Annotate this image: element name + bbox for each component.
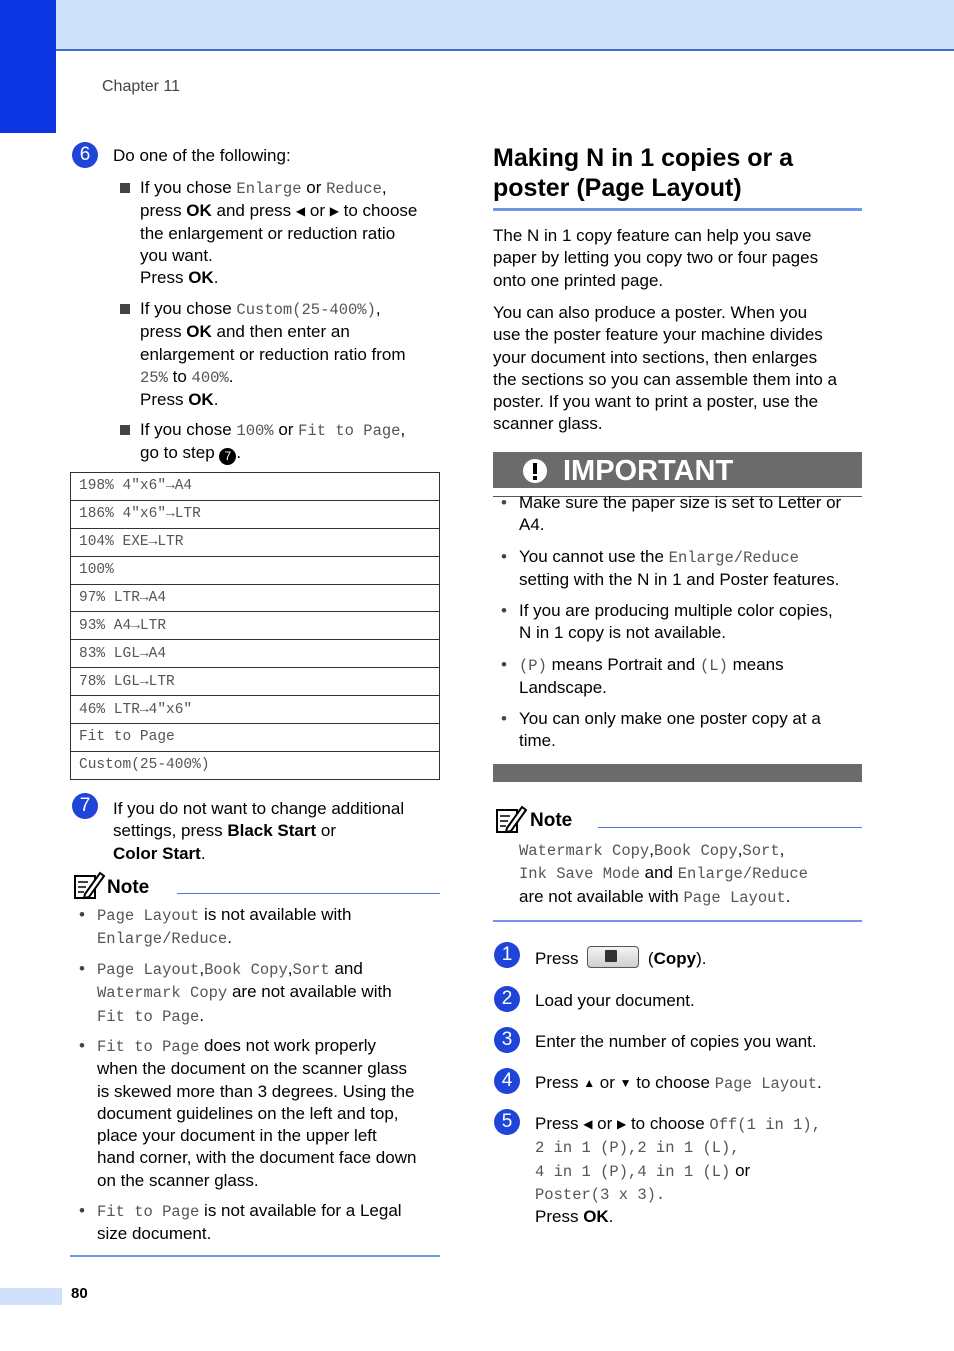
note-title-left: Note xyxy=(107,877,150,898)
section-heading: Making N in 1 copies or a poster (Page Layout) xyxy=(493,144,794,202)
step6-bullet-1: If you chose Enlarge or Reduce, press OK and press ◀ or ▶ to choose the enlargement or reduction ratio you want. Press OK. xyxy=(140,177,450,289)
note-left-item-2: • Page Layout,Book Copy,Sort and Watermark Copy are not available with Fit to Page. xyxy=(79,959,392,1026)
exclamation-icon xyxy=(522,458,548,484)
important-item-2: • You cannot use the Enlarge/Reduce setting with the N in 1 and Poster features. xyxy=(501,547,840,590)
step3-text: Enter the number of copies you want. xyxy=(535,1032,817,1051)
note-left-item-1: • Page Layout is not available with Enlarge/Reduce. xyxy=(79,905,352,949)
note-right-text: Watermark Copy,Book Copy,Sort, Ink Save Mode and Enlarge/Reduce are not available with Page Layout. xyxy=(519,840,808,907)
table-row: 186% 4"x6"→LTR xyxy=(71,500,440,528)
left-arrow-icon: ◀ xyxy=(583,1117,593,1131)
note-end-rule xyxy=(493,920,862,922)
note-rule xyxy=(598,827,862,828)
step6-bullet-2: If you chose Custom(25-400%), press OK and then enter an enlargement or reduction ratio from 25% to 400%. Press OK. xyxy=(140,298,450,411)
step6-intro: Do one of the following: xyxy=(113,146,291,165)
step1-text: Press (Copy). xyxy=(535,946,706,970)
step-number-3: 3 xyxy=(494,1027,520,1053)
table-row: 46% LTR→4"x6" xyxy=(71,696,440,724)
important-footer-bar xyxy=(493,764,862,782)
note-end-rule xyxy=(70,1255,440,1257)
bullet-square-icon xyxy=(120,425,130,435)
table-row: Custom(25-400%) xyxy=(71,751,440,779)
step-number-5: 5 xyxy=(494,1109,520,1135)
footer-band xyxy=(0,1288,62,1305)
left-arrow-icon: ◀ xyxy=(295,204,306,219)
important-item-4: • (P) means Portrait and (L) means Landscape. xyxy=(501,655,784,698)
note-left-item-3: • Fit to Page does not work properly when the document on the scanner glass is skewed more than 3 degrees. Using the document guidelines on the left and top, place your document in the upper left hand corner, with the document face down on the scanner glass. xyxy=(79,1036,417,1190)
table-row: 100% xyxy=(71,556,440,584)
step6-bullet-3: If you chose 100% or Fit to Page, go to step 7 . xyxy=(140,419,450,465)
ratio-table xyxy=(70,472,440,780)
step4-text: Press ▲ or ▼ to choose Page Layout. xyxy=(535,1073,822,1093)
step2-text: Load your document. xyxy=(535,991,695,1010)
table-row: 97% LTR→A4 xyxy=(71,584,440,612)
step7-text: If you do not want to change additional settings, press Black Start or Color Start. xyxy=(113,799,405,863)
header-band xyxy=(0,0,954,51)
paragraph-2: You can also produce a poster. When you use the poster feature your machine divides your document into sections, then enlarges the sections so you can assemble them into a poster. If you want to print a poster, use the scanner glass. xyxy=(493,303,837,434)
up-arrow-icon: ▲ xyxy=(583,1076,596,1090)
table-row: 93% A4→LTR xyxy=(71,612,440,640)
step-number-6: 6 xyxy=(72,142,98,168)
page-number: 80 xyxy=(71,1285,88,1302)
table-row: 83% LGL→A4 xyxy=(71,640,440,668)
bullet-square-icon xyxy=(120,183,130,193)
table-row: Fit to Page xyxy=(71,724,440,752)
step-ref-7: 7 xyxy=(219,448,236,465)
paragraph-1: The N in 1 copy feature can help you save paper by letting you copy two or four pages onto one printed page. xyxy=(493,226,819,290)
note-rule xyxy=(177,893,440,894)
chapter-tab xyxy=(0,0,56,133)
step-number-4: 4 xyxy=(494,1068,520,1094)
important-item-3: • If you are producing multiple color copies, N in 1 copy is not available. xyxy=(501,601,833,643)
right-arrow-icon: ▶ xyxy=(616,1117,627,1131)
table-row: 104% EXE→LTR xyxy=(71,528,440,556)
important-item-1: • Make sure the paper size is set to Letter or A4. xyxy=(501,493,842,535)
table-row: 78% LGL→LTR xyxy=(71,668,440,696)
down-arrow-icon: ▼ xyxy=(619,1076,632,1090)
bullet-square-icon xyxy=(120,304,130,314)
step-number-1: 1 xyxy=(494,942,520,968)
important-title: IMPORTANT xyxy=(563,455,734,487)
important-item-5: • You can only make one poster copy at a time. xyxy=(501,709,821,751)
note-title-right: Note xyxy=(530,810,573,831)
pencil-note-icon xyxy=(73,870,105,900)
table-row: 198% 4"x6"→A4 xyxy=(71,473,440,501)
step5-text: Press ◀ or ▶ to choose Off(1 in 1), 2 in 1 (P),2 in 1 (L), 4 in 1 (P),4 in 1 (L) or Poster(3 x 3). Press OK. xyxy=(535,1114,822,1227)
step-number-7: 7 xyxy=(72,793,98,819)
pencil-note-icon xyxy=(495,804,527,834)
step-number-2: 2 xyxy=(494,986,520,1012)
copy-key-icon xyxy=(587,946,639,968)
right-arrow-icon: ▶ xyxy=(329,204,339,219)
note-left-item-4: • Fit to Page is not available for a Legal size document. xyxy=(79,1201,402,1244)
chapter-label: Chapter 11 xyxy=(102,78,180,95)
heading-rule xyxy=(493,208,862,211)
